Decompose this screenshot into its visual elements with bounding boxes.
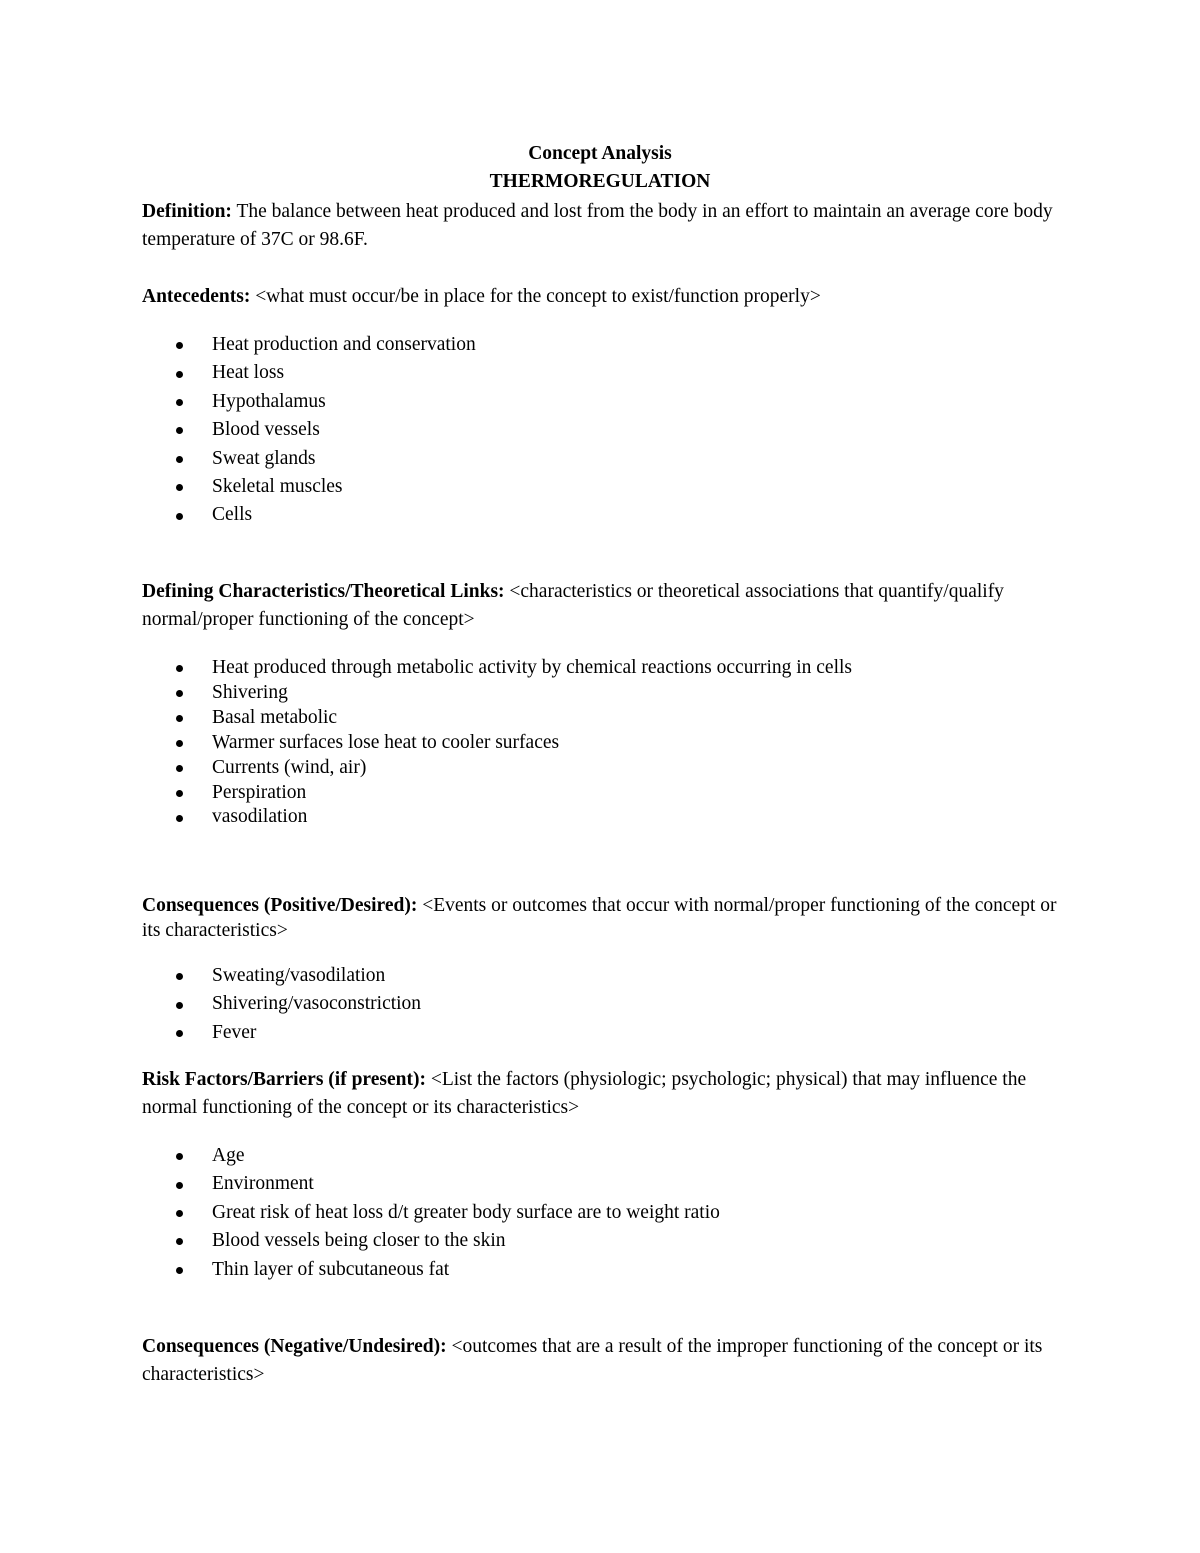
- bullet-icon: [176, 765, 183, 772]
- antecedents-paragraph: [142, 283, 1072, 311]
- consequences-negative-text: <outcomes that are a result of the improper functioning of the concept or its characteristics>: [142, 1336, 1043, 1385]
- list-item: Shivering: [142, 681, 1072, 706]
- bullet-icon: [176, 1210, 183, 1217]
- defining-characteristics-text: <characteristics or theoretical associations that quantify/qualify normal/proper functioning of the concept>: [142, 581, 1004, 630]
- list-item: Heat produced through metabolic activity by chemical reactions occurring in cells: [142, 656, 1072, 681]
- list-item: Thin layer of subcutaneous fat: [142, 1256, 1072, 1284]
- list-item: Hypothalamus: [142, 388, 1072, 416]
- bullet-icon: [176, 427, 183, 434]
- bullet-icon: [176, 815, 183, 822]
- bullet-icon: [176, 1182, 183, 1189]
- document-title: Concept Analysis: [528, 143, 672, 164]
- bullet-icon: [176, 790, 183, 797]
- risk-factors-paragraph: [142, 1066, 1072, 1122]
- consequences-positive-label: Consequences (Positive/Desired):: [142, 895, 418, 916]
- bullet-icon: [176, 513, 183, 520]
- consequences-positive-list: [142, 962, 1072, 1047]
- definition-label: Definition:: [142, 201, 232, 222]
- consequences-negative-paragraph: [142, 1333, 1072, 1389]
- bullet-icon: [176, 456, 183, 463]
- bullet-icon: [176, 1153, 183, 1160]
- antecedents-list: [142, 331, 1072, 530]
- list-item: Sweat glands: [142, 445, 1072, 473]
- definition-text: The balance between heat produced and lost from the body in an effort to maintain an average core body temperature of 37C or 98.6F.: [142, 201, 1053, 250]
- bullet-icon: [176, 1030, 183, 1037]
- defining-characteristics-label: Defining Characteristics/Theoretical Links:: [142, 581, 505, 602]
- list-item: Blood vessels: [142, 416, 1072, 444]
- list-item: Sweating/vasodilation: [142, 962, 1072, 990]
- antecedents-text: <what must occur/be in place for the concept to exist/function properly>: [250, 286, 821, 307]
- list-item: Warmer surfaces lose heat to cooler surfaces: [142, 731, 1072, 756]
- bullet-icon: [176, 1002, 183, 1009]
- bullet-icon: [176, 973, 183, 980]
- consequences-positive-paragraph: [142, 893, 1072, 943]
- bullet-icon: [176, 371, 183, 378]
- list-item: Shivering/vasoconstriction: [142, 990, 1072, 1018]
- bullet-icon: [176, 342, 183, 349]
- antecedents-label: Antecedents:: [142, 286, 251, 307]
- list-item: Currents (wind, air): [142, 756, 1072, 781]
- list-item: Environment: [142, 1170, 1072, 1198]
- bullet-icon: [176, 740, 183, 747]
- risk-factors-list: [142, 1142, 1072, 1284]
- list-item: Cells: [142, 501, 1072, 529]
- list-item: Heat loss: [142, 359, 1072, 387]
- bullet-icon: [176, 484, 183, 491]
- bullet-icon: [176, 399, 183, 406]
- document-subtitle: THERMOREGULATION: [489, 171, 711, 192]
- list-item: Blood vessels being closer to the skin: [142, 1227, 1072, 1255]
- list-item: Age: [142, 1142, 1072, 1170]
- risk-factors-label: Risk Factors/Barriers (if present):: [142, 1069, 426, 1090]
- list-item: Fever: [142, 1019, 1072, 1047]
- bullet-icon: [176, 690, 183, 697]
- list-item: Perspiration: [142, 781, 1072, 806]
- bullet-icon: [176, 1267, 183, 1274]
- list-item: Heat production and conservation: [142, 331, 1072, 359]
- risk-factors-text: <List the factors (physiologic; psychologic; physical) that may influence the normal functioning of the concept or its characteristics>: [142, 1069, 1027, 1118]
- defining-characteristics-list: [142, 656, 1072, 830]
- list-item: Basal metabolic: [142, 706, 1072, 731]
- bullet-icon: [176, 665, 183, 672]
- bullet-icon: [176, 1238, 183, 1245]
- list-item: vasodilation: [142, 805, 1072, 830]
- consequences-positive-text: <Events or outcomes that occur with normal/proper functioning of the concept or its characteristics>: [142, 895, 1057, 941]
- consequences-negative-label: Consequences (Negative/Undesired):: [142, 1336, 447, 1357]
- definition-paragraph: [142, 198, 1072, 254]
- list-item: Skeletal muscles: [142, 473, 1072, 501]
- bullet-icon: [176, 715, 183, 722]
- defining-characteristics-paragraph: [142, 578, 1072, 634]
- list-item: Great risk of heat loss d/t greater body surface are to weight ratio: [142, 1199, 1072, 1227]
